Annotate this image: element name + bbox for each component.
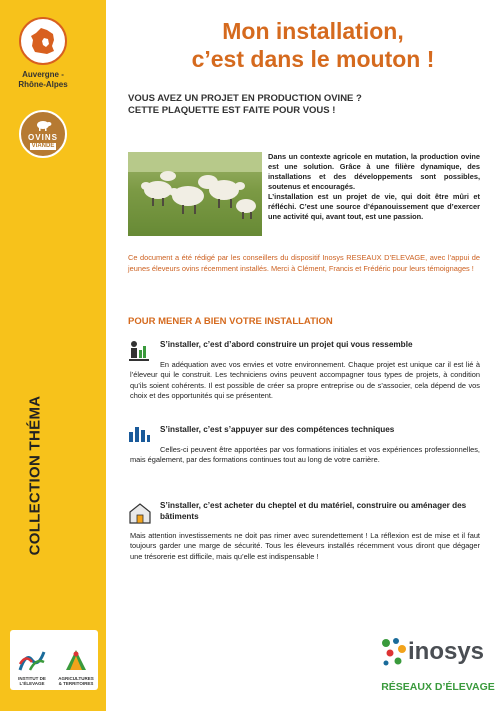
sheep-flock-illustration: [128, 152, 262, 236]
item-3-heading: S’installer, c’est acheter du cheptel et du matériel, construire ou aménager des bâtiments: [160, 501, 467, 521]
inosys-wordmark: inosys: [408, 638, 485, 665]
region-name: Auvergne - Rhône-Alpes: [18, 70, 68, 89]
agriculture-territoires-logo: [58, 634, 94, 686]
subtitle-line-2: CETTE PLAQUETTE EST FAITE POUR VOUS !: [128, 105, 336, 116]
ovins-label: OVINS: [28, 132, 58, 142]
intro-text: [268, 152, 480, 222]
title-line-2: c’est dans le mouton !: [191, 46, 435, 72]
item-1-body: En adéquation avec vos envies et votre environnement. Chaque projet est unique car il est lié à l’éleveur qui le construit. Les techniciens ovins peuvent accompagner tous types de projets, à condition qu’ils soient cohérents. Il est possible de créer sa propre entreprise ou de s’associer, cela dépend de vos choix et des opportunités qui se présentent.: [130, 360, 480, 400]
item-2-heading: S’installer, c’est s’appuyer sur des compétences techniques: [160, 425, 395, 434]
sheep-photo: [128, 152, 262, 236]
intro-paragraph-1: Dans un contexte agricole en mutation, la production ovine est une solution. Grâce à une filière dynamique, des installations et des développements sont possibles, soutenus et encouragés.: [268, 152, 480, 191]
subtitle: [128, 93, 498, 117]
institut-elevage-logo: [14, 634, 50, 686]
item-3-body: Mais attention investissements ne doit pas rimer avec surendettement ! La réflexion est de mise et il faut toujours garder une marge de sécurité. Tous les éleveurs installés récemment vous diront que dégager une trésorerie est difficile, mais qu’elle est indispensable !: [130, 531, 480, 561]
agriculture-territoires-icon: [62, 648, 90, 674]
item-2-body: Celles-ci peuvent être apportées par vos formations initiales et vos expériences professionnelles, mais également, par des formations continues tout au long de votre carrière.: [130, 445, 480, 465]
collection-label: [24, 380, 46, 570]
agriculture-territoires-text: AGRICULTURES & TERRITOIRES: [58, 676, 94, 686]
collection-text: COLLECTION THÉMA: [26, 395, 44, 555]
person-chart-icon: [128, 340, 150, 362]
intro-paragraph-2: L’installation est un projet de vie, qui doit être mûri et réfléchi. C’est une source d’épanouissement que d’exercer une activité qui, avant tout, est une passion.: [268, 192, 480, 221]
title-line-1: Mon installation,: [222, 18, 404, 44]
item-1-heading: S’installer, c’est d’abord construire un projet qui vous ressemble: [160, 340, 413, 349]
bar-chart-icon: [128, 424, 150, 442]
partner-logos: [10, 630, 98, 690]
credit-text: Ce document a été rédigé par les conseillers du dispositif Inosys RESEAUX D’ELEVAGE, avec l’appui de jeunes éleveurs ovins récemment installés. Merci à Clément, Francis et Frédéric pour leurs témoignages !: [128, 253, 480, 273]
institut-elevage-text: INSTITUT DE L'ÉLEVAGE: [18, 676, 46, 686]
sheep-icon: [34, 119, 52, 133]
barn-icon: [128, 502, 152, 524]
france-map-icon: [27, 25, 59, 57]
inosys-logo: [378, 633, 498, 703]
page-title: [128, 17, 498, 73]
institut-elevage-icon: [18, 648, 46, 674]
inosys-mark-icon: [380, 637, 408, 667]
reseaux-elevage-label: RÉSEAUX D’ÉLEVAGE: [381, 681, 495, 693]
region-logo: [19, 17, 67, 65]
viande-label: VIANDE: [31, 142, 55, 149]
section-title: POUR MENER A BIEN VOTRE INSTALLATION: [128, 316, 333, 327]
subtitle-line-1: VOUS AVEZ UN PROJET EN PRODUCTION OVINE ?: [128, 93, 362, 104]
sidebar: [0, 0, 106, 711]
ovins-viande-logo: [19, 110, 67, 158]
